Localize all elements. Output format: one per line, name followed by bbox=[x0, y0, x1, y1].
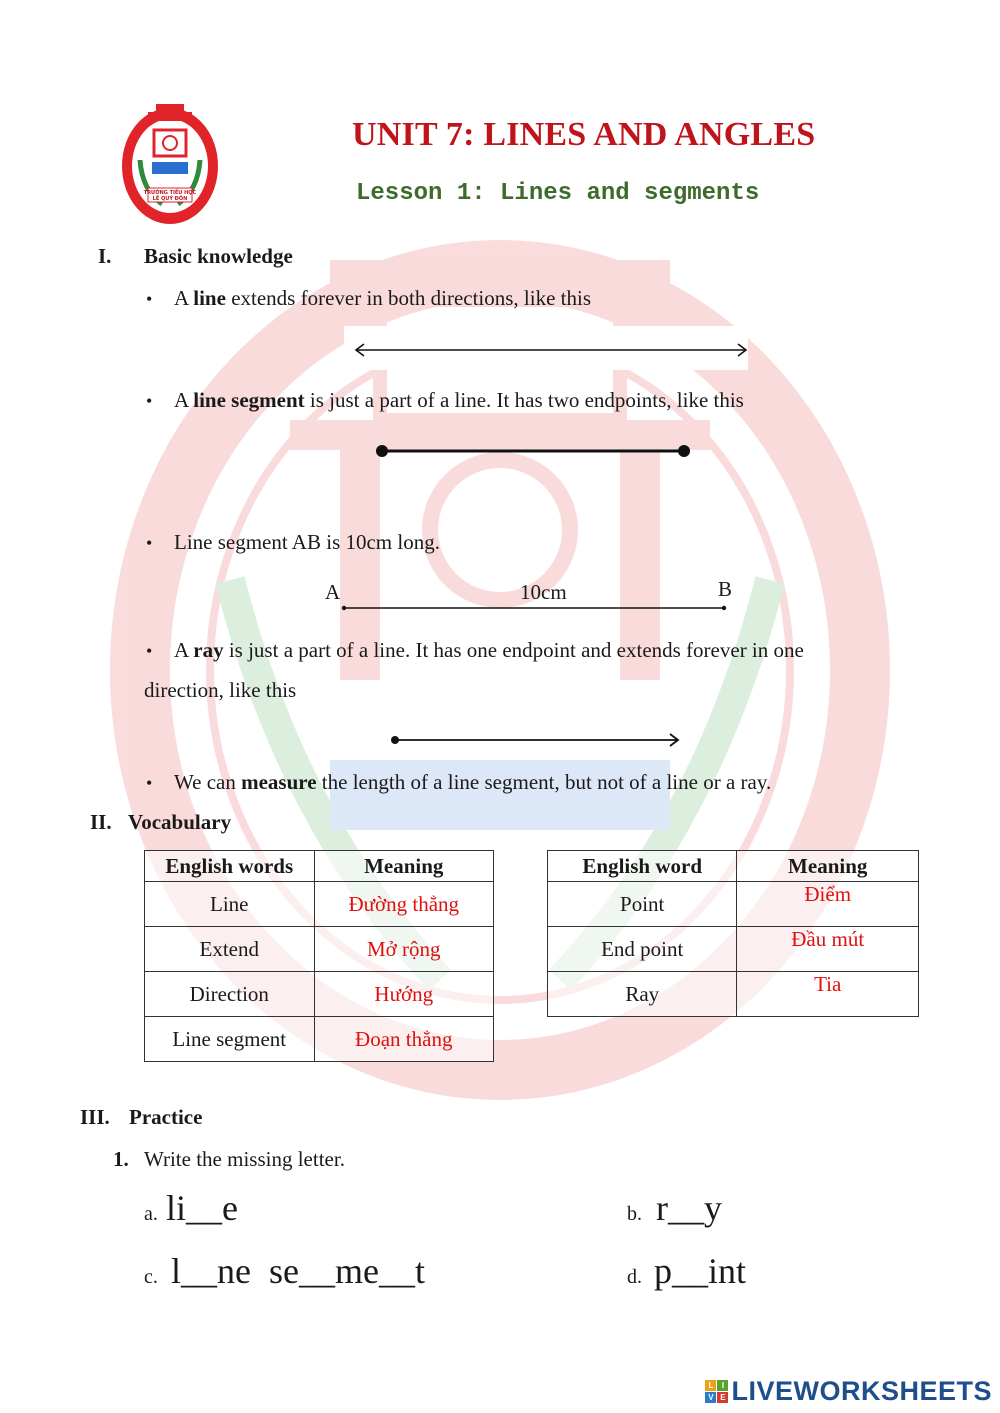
brand-text: LIVEWORKSHEETS bbox=[731, 1376, 992, 1406]
fill-word-a[interactable]: li__e bbox=[166, 1188, 238, 1228]
liveworksheets-brand[interactable] bbox=[705, 1376, 992, 1407]
measure-statement: We can measure the length of a line segment, but not of a line or a ray. bbox=[174, 770, 772, 794]
table-row bbox=[145, 1017, 494, 1062]
point-b-label: B bbox=[718, 577, 733, 601]
english-word: Extend bbox=[145, 927, 315, 972]
ray-definition: A ray is just a part of a line. It has one endpoint and extends forever in one bbox=[174, 638, 804, 662]
lesson-title: Lesson 1: Lines and segments bbox=[356, 180, 760, 207]
ab-segment-figure bbox=[338, 602, 730, 614]
svg-text:TRƯỜNG TIỂU HỌC: TRƯỜNG TIỂU HỌC bbox=[143, 190, 197, 196]
meaning: Đoạn thẳng bbox=[314, 1017, 493, 1062]
meaning: Điểm bbox=[737, 882, 919, 927]
ray-definition-continued: direction, like this bbox=[144, 678, 297, 702]
bullet-dot: • bbox=[146, 533, 153, 553]
section-3-number: III. bbox=[80, 1105, 110, 1129]
fill-word-c[interactable]: l__ne se__me__t bbox=[171, 1251, 425, 1291]
bullet-dot: • bbox=[146, 641, 153, 661]
fill-word-d[interactable]: p__int bbox=[654, 1251, 747, 1291]
meaning: Mở rộng bbox=[314, 927, 493, 972]
english-word: End point bbox=[548, 927, 737, 972]
point-a-label: A bbox=[325, 580, 341, 604]
table-header: Meaning bbox=[314, 851, 493, 882]
ray-figure bbox=[380, 718, 690, 760]
segment-figure bbox=[368, 438, 698, 464]
section-1-title: Basic knowledge bbox=[144, 244, 293, 268]
section-2-title: Vocabulary bbox=[128, 810, 232, 834]
table-row bbox=[548, 972, 919, 1017]
meaning: Hướng bbox=[314, 972, 493, 1017]
vocab-table-2 bbox=[547, 850, 919, 1017]
meaning: Đường thẳng bbox=[314, 882, 493, 927]
item-label-c: c. bbox=[144, 1266, 158, 1288]
table-row bbox=[145, 882, 494, 927]
endpoint-dot bbox=[678, 445, 690, 457]
section-3-title: Practice bbox=[129, 1105, 203, 1129]
meaning: Đầu mút bbox=[737, 927, 919, 972]
meaning: Tia bbox=[737, 972, 919, 1017]
school-logo bbox=[118, 100, 222, 228]
bullet-dot: • bbox=[146, 391, 153, 411]
item-label-a: a. bbox=[144, 1203, 158, 1225]
item-label-b: b. bbox=[627, 1203, 642, 1225]
table-header: English word bbox=[548, 851, 737, 882]
length-label: 10cm bbox=[520, 580, 567, 604]
task-number: 1. bbox=[113, 1147, 129, 1171]
segment-definition: A line segment is just a part of a line. It has two endpoints, like this bbox=[174, 388, 744, 412]
fill-word-b[interactable]: r__y bbox=[656, 1188, 722, 1228]
unit-title: UNIT 7: LINES AND ANGLES bbox=[352, 116, 816, 153]
ab-statement: Line segment AB is 10cm long. bbox=[174, 530, 440, 554]
endpoint-dot bbox=[722, 606, 726, 610]
english-word: Line segment bbox=[145, 1017, 315, 1062]
english-word: Line bbox=[145, 882, 315, 927]
endpoint-dot bbox=[342, 606, 346, 610]
table-header-row bbox=[145, 851, 494, 882]
svg-text:LÊ QUÝ ĐÔN: LÊ QUÝ ĐÔN bbox=[152, 196, 188, 202]
task-instruction: Write the missing letter. bbox=[144, 1147, 345, 1171]
section-1-number: I. bbox=[98, 244, 112, 268]
section-2-number: II. bbox=[90, 810, 112, 834]
item-label-d: d. bbox=[627, 1266, 642, 1288]
bullet-dot: • bbox=[146, 289, 153, 309]
table-header: Meaning bbox=[737, 851, 919, 882]
line-figure bbox=[340, 326, 760, 372]
english-word: Direction bbox=[145, 972, 315, 1017]
endpoint-dot bbox=[376, 445, 388, 457]
table-header-row bbox=[548, 851, 919, 882]
line-definition: A line extends forever in both directions, like this bbox=[174, 286, 592, 310]
liveworksheets-logo-icon: L I V E bbox=[705, 1380, 728, 1403]
english-word: Point bbox=[548, 882, 737, 927]
table-row bbox=[145, 972, 494, 1017]
table-row bbox=[145, 927, 494, 972]
english-word: Ray bbox=[548, 972, 737, 1017]
vocab-table-1 bbox=[144, 850, 494, 1062]
bullet-dot: • bbox=[146, 773, 153, 793]
table-row bbox=[548, 927, 919, 972]
table-header: English words bbox=[145, 851, 315, 882]
table-row bbox=[548, 882, 919, 927]
